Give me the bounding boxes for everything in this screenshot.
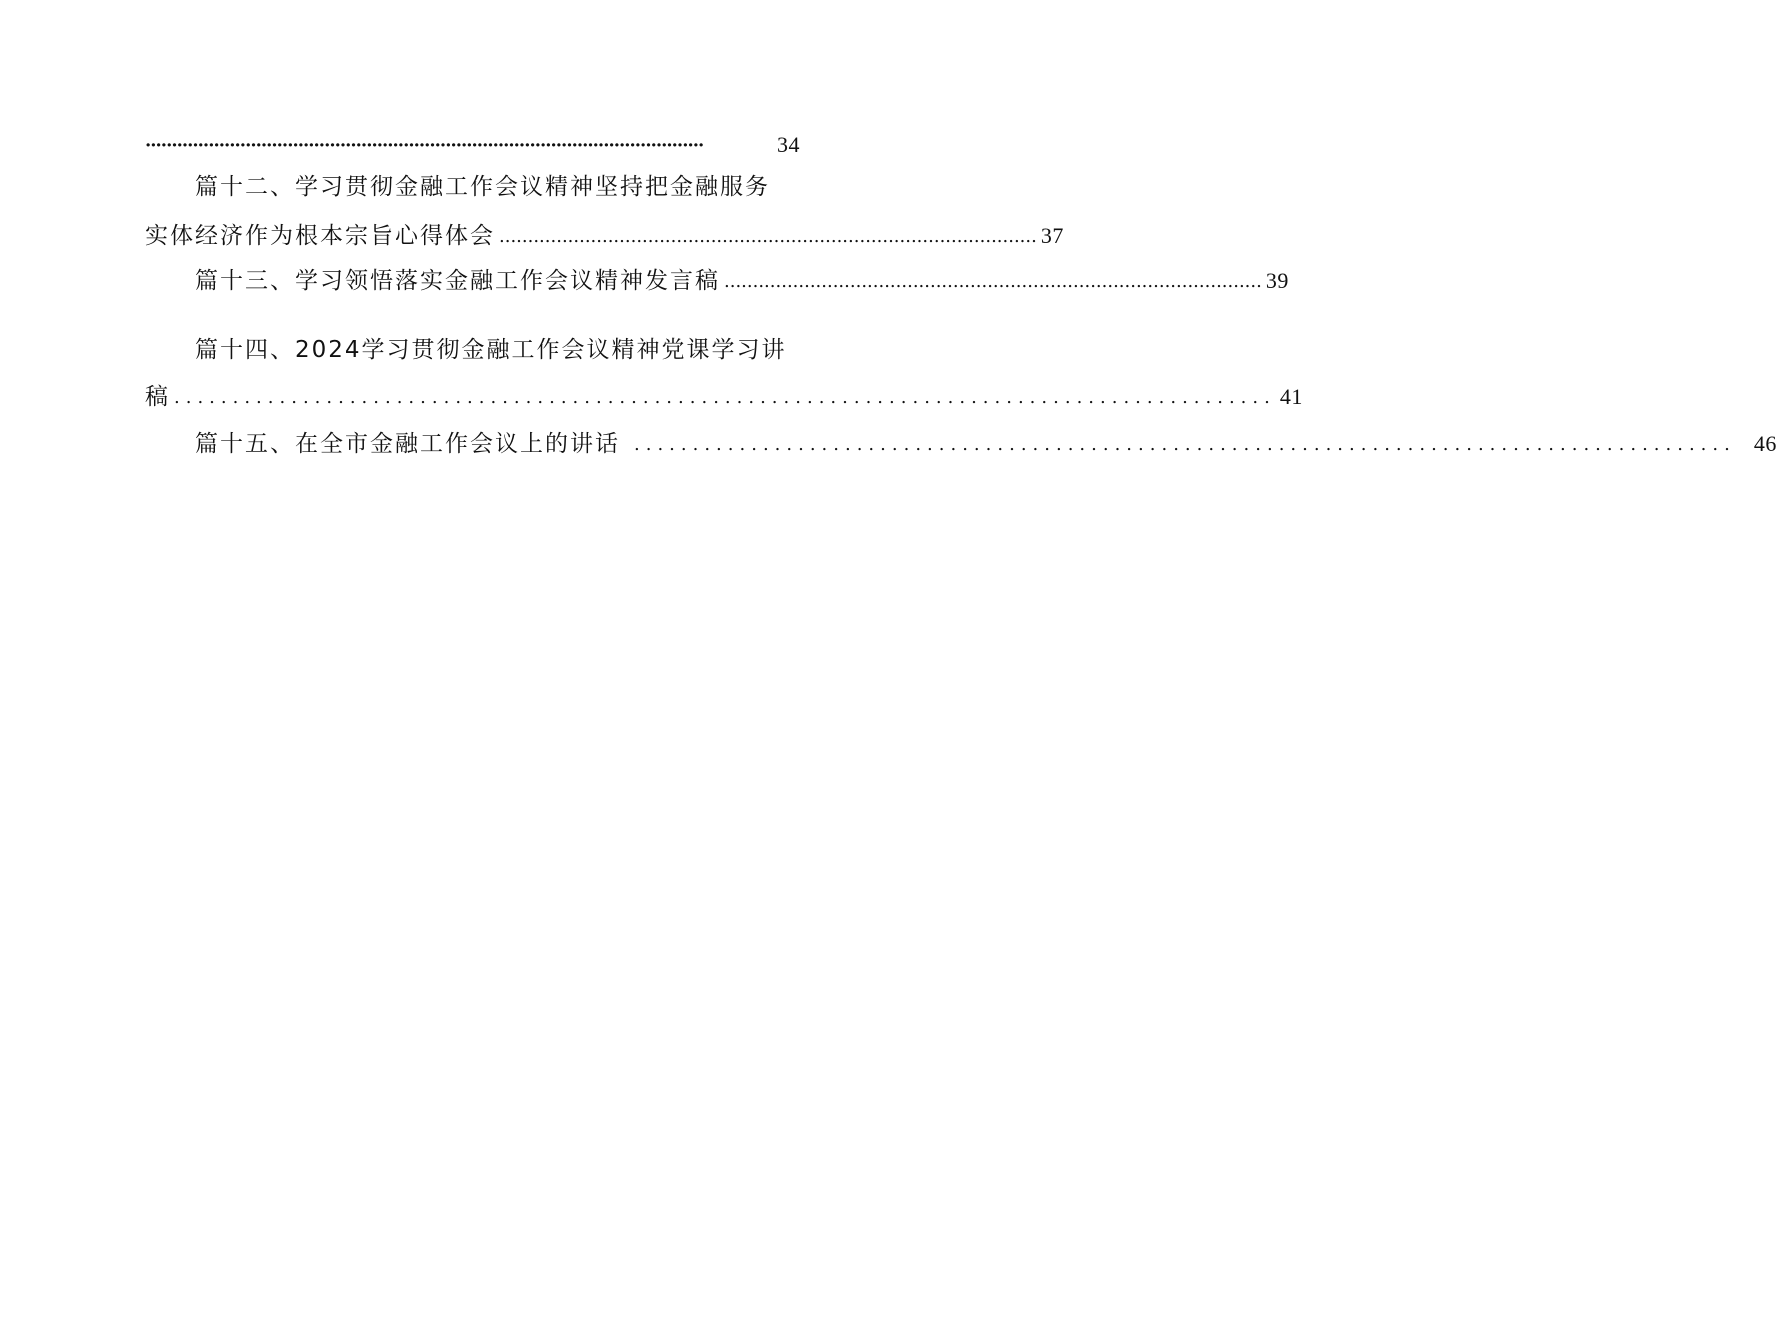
- toc-entry-13[interactable]: [195, 264, 1289, 298]
- toc-entry-12-line-2[interactable]: [145, 219, 1064, 253]
- toc-page-number: 41: [1279, 384, 1303, 409]
- toc-entry-title: 篇十二、学习贯彻金融工作会议精神坚持把金融服务: [195, 174, 770, 200]
- toc-entry-12-line-1[interactable]: [195, 170, 800, 204]
- toc-page-number: 39: [1265, 268, 1289, 293]
- toc-continuation-line[interactable]: [145, 128, 800, 162]
- toc-entry-15[interactable]: [195, 427, 1777, 461]
- toc-entry-14-line-1[interactable]: [195, 333, 800, 367]
- toc-entry-title: 稿: [145, 384, 170, 410]
- dot-leader: ..............................................................................................: [634, 434, 1736, 455]
- toc-page-number: 37: [1040, 223, 1064, 248]
- toc-entry-title: 篇十四、2024学习贯彻金融工作会议精神党课学习讲: [195, 337, 787, 363]
- dot-leader: ..............................................................................................: [499, 226, 1037, 247]
- toc-page-number: 46: [1753, 431, 1777, 456]
- toc-entry-title: 实体经济作为根本宗旨心得体会: [145, 223, 495, 249]
- dot-leader: ..............................................................................................: [724, 271, 1262, 292]
- toc-entry-title: 篇十三、学习领悟落实金融工作会议精神发言稿: [195, 268, 720, 294]
- dot-leader: ..............................................................................................: [174, 387, 1276, 408]
- dot-leader: ··········································································································: [145, 135, 704, 156]
- toc-entry-14-line-2[interactable]: [145, 380, 1303, 414]
- toc-page-number: 34: [777, 132, 800, 157]
- toc-entry-title: 篇十五、在全市金融工作会议上的讲话: [195, 431, 620, 457]
